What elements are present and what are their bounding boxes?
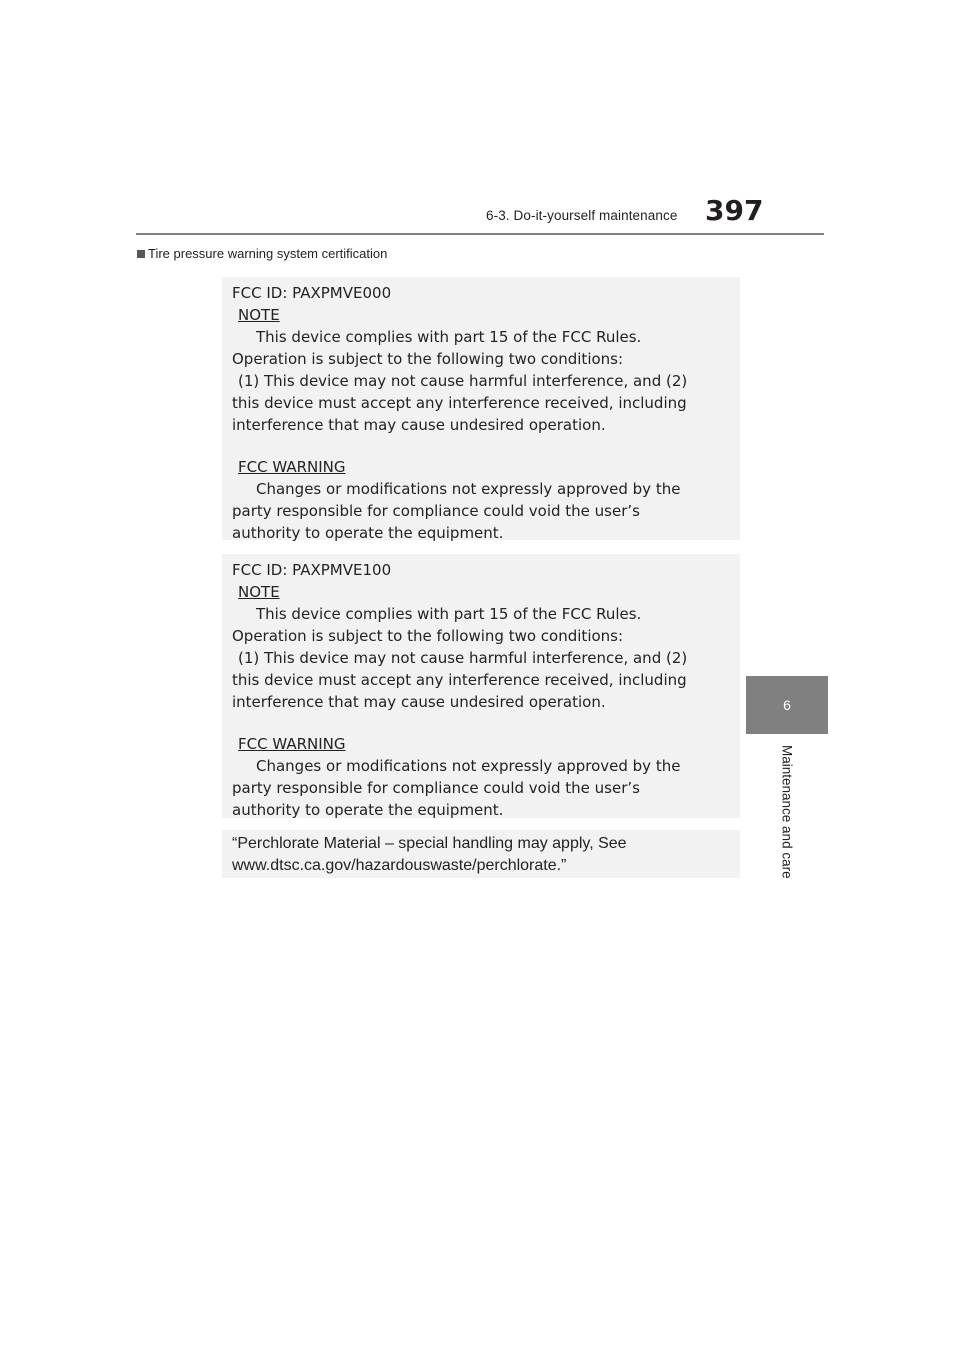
note-line: (1) This device may not cause harmful interference, and (2) xyxy=(238,372,688,390)
note-line: This device complies with part 15 of the FCC Rules. xyxy=(256,328,642,346)
warning-line: Changes or modifications not expressly approved by the xyxy=(256,480,681,498)
note-line: this device must accept any interference received, including xyxy=(232,394,687,412)
fcc-id: FCC ID: PAXPMVE000 xyxy=(232,284,392,302)
chapter-title: Maintenance and care xyxy=(779,745,795,879)
note-line: interference that may cause undesired operation. xyxy=(232,693,606,711)
perchlorate-line: “Perchlorate Material – special handling may apply, See xyxy=(232,835,627,852)
note-label: NOTE xyxy=(238,306,280,324)
section-heading xyxy=(137,246,387,261)
header-section-title: 6-3. Do-it-yourself maintenance xyxy=(486,208,678,223)
fcc-certification-block-2 xyxy=(222,554,740,818)
note-line: This device complies with part 15 of the FCC Rules. xyxy=(256,605,642,623)
fcc-id: FCC ID: PAXPMVE100 xyxy=(232,561,392,579)
chapter-tab xyxy=(746,676,828,734)
warning-line: Changes or modifications not expressly approved by the xyxy=(256,757,681,775)
perchlorate-notice xyxy=(222,830,740,878)
warning-line: party responsible for compliance could void the user’s xyxy=(232,779,640,797)
fcc-warning-label: FCC WARNING xyxy=(238,458,346,476)
fcc-warning-label: FCC WARNING xyxy=(238,735,346,753)
note-line: this device must accept any interference received, including xyxy=(232,671,687,689)
note-line: (1) This device may not cause harmful interference, and (2) xyxy=(238,649,688,667)
perchlorate-line: www.dtsc.ca.gov/hazardouswaste/perchlorate.” xyxy=(232,857,567,874)
warning-line: party responsible for compliance could void the user’s xyxy=(232,502,640,520)
chapter-number: 6 xyxy=(783,697,791,713)
note-line: interference that may cause undesired operation. xyxy=(232,416,606,434)
warning-line: authority to operate the equipment. xyxy=(232,524,504,542)
note-label: NOTE xyxy=(238,583,280,601)
chapter-title-vertical xyxy=(746,745,828,885)
header-rule xyxy=(136,233,824,235)
note-line: Operation is subject to the following two conditions: xyxy=(232,350,624,368)
note-line: Operation is subject to the following two conditions: xyxy=(232,627,624,645)
warning-line: authority to operate the equipment. xyxy=(232,801,504,819)
square-bullet-icon xyxy=(137,250,145,258)
page-number: 397 xyxy=(705,194,764,227)
section-heading-text: Tire pressure warning system certification xyxy=(148,246,388,261)
fcc-certification-block-1 xyxy=(222,277,740,540)
